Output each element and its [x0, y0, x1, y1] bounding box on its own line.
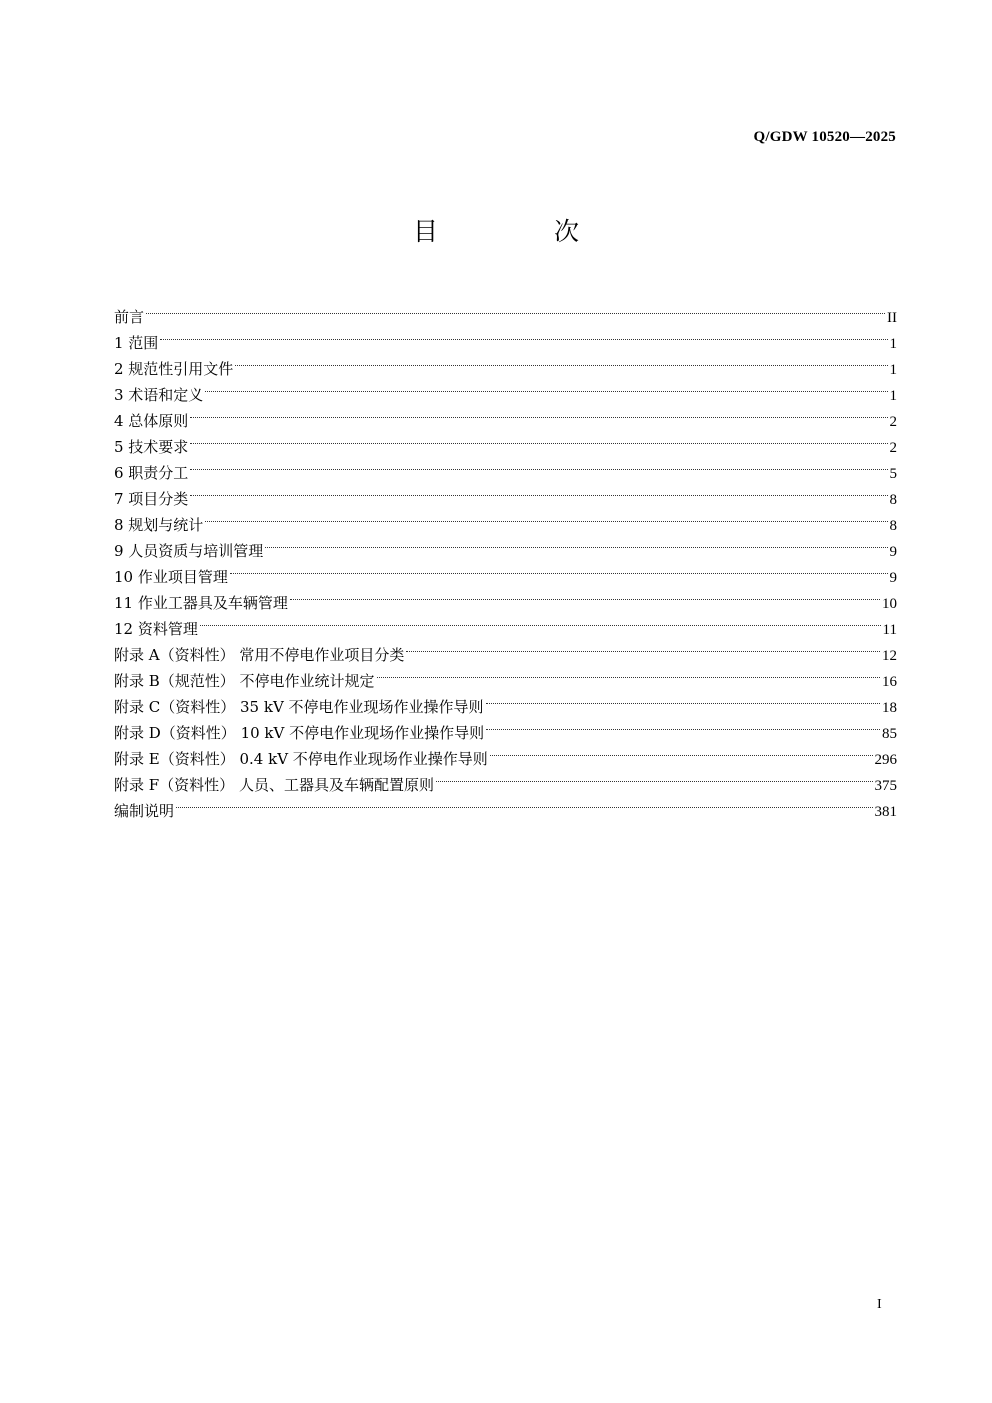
- toc-dot-leader: [406, 634, 880, 660]
- toc-entry[interactable]: [114, 582, 897, 612]
- toc-entry-page: 12: [882, 648, 897, 664]
- toc-entry-label: 8 规划与统计: [114, 516, 204, 534]
- toc-dot-leader: [160, 322, 887, 348]
- toc-entry-page: 9: [889, 544, 897, 560]
- toc-entry-page: 5: [889, 466, 897, 482]
- toc-entry[interactable]: [114, 348, 897, 378]
- page-number: I: [877, 1297, 882, 1312]
- toc-entry-label: 附录 E（资料性） 0.4 kV 不停电作业现场作业操作导则: [114, 750, 488, 768]
- toc-dot-leader: [205, 374, 887, 400]
- toc-entry[interactable]: [114, 530, 897, 560]
- toc-entry[interactable]: [114, 452, 897, 482]
- toc-entry-label: 6 职责分工: [114, 464, 189, 482]
- toc-entry-page: 2: [889, 440, 897, 456]
- toc-dot-leader: [205, 504, 887, 530]
- toc-entry-label: 附录 C（资料性） 35 kV 不停电作业现场作业操作导则: [114, 698, 484, 716]
- toc-entry-label: 附录 B（规范性） 不停电作业统计规定: [114, 672, 375, 690]
- toc-entry-page: 296: [874, 752, 897, 768]
- toc-dot-leader: [190, 426, 887, 452]
- toc-entry-label: 2 规范性引用文件: [114, 360, 234, 378]
- toc-title: 目 次: [413, 217, 633, 246]
- toc-dot-leader: [190, 478, 887, 504]
- toc-entry-page: 9: [889, 570, 897, 586]
- toc-dot-leader: [176, 790, 872, 816]
- toc-entry-label: 4 总体原则: [114, 412, 189, 430]
- toc-entry-page: 8: [889, 492, 897, 508]
- toc-entry[interactable]: [114, 296, 897, 326]
- toc-entry-label: 3 术语和定义: [114, 386, 204, 404]
- toc-entry-label: 编制说明: [114, 802, 175, 820]
- toc-entry-label: 附录 F（资料性） 人员、工器具及车辆配置原则: [114, 776, 434, 794]
- toc-entry-page: 11: [882, 622, 897, 638]
- toc-dot-leader: [486, 686, 880, 712]
- toc-entry[interactable]: [114, 556, 897, 586]
- toc-entry-label: 7 项目分类: [114, 490, 189, 508]
- toc-dot-leader: [490, 738, 873, 764]
- toc-entry-label: 10 作业项目管理: [114, 568, 228, 586]
- toc-dot-leader: [235, 348, 887, 374]
- toc-dot-leader: [230, 556, 888, 582]
- toc-entry-page: 381: [874, 804, 897, 820]
- toc-entry-page: 2: [889, 414, 897, 430]
- toc-dot-leader: [146, 296, 885, 322]
- toc-entry-page: 1: [889, 362, 897, 378]
- toc-entry[interactable]: [114, 426, 897, 456]
- toc-entry-page: 16: [882, 674, 897, 690]
- toc-dot-leader: [190, 400, 887, 426]
- toc-dot-leader: [486, 712, 880, 738]
- toc-entry-label: 12 资料管理: [114, 620, 198, 638]
- toc-entry-page: 1: [889, 336, 897, 352]
- toc-entry[interactable]: [114, 608, 897, 638]
- toc-dot-leader: [436, 764, 873, 790]
- toc-entry[interactable]: [114, 400, 897, 430]
- toc-entry[interactable]: [114, 504, 897, 534]
- toc-entry-page: 85: [882, 726, 897, 742]
- toc-dot-leader: [265, 530, 887, 556]
- toc-entry-page: 8: [889, 518, 897, 534]
- toc-entry-label: 11 作业工器具及车辆管理: [114, 594, 288, 612]
- toc-dot-leader: [200, 608, 881, 634]
- toc-entry-page: 1: [889, 388, 897, 404]
- toc-entry[interactable]: [114, 634, 897, 664]
- toc-entry-page: 10: [882, 596, 897, 612]
- toc-entry-label: 9 人员资质与培训管理: [114, 542, 264, 560]
- toc-entry-label: 1 范围: [114, 334, 159, 352]
- toc-dot-leader: [190, 452, 887, 478]
- document-code: Q/GDW 10520—2025: [753, 129, 896, 145]
- toc-entry-label: 附录 A（资料性） 常用不停电作业项目分类: [114, 646, 405, 664]
- toc-dot-leader: [377, 660, 880, 686]
- toc-entry-label: 附录 D（资料性） 10 kV 不停电作业现场作业操作导则: [114, 724, 485, 742]
- toc-entry[interactable]: [114, 478, 897, 508]
- toc-dot-leader: [290, 582, 880, 608]
- toc-list: [114, 296, 897, 820]
- toc-entry[interactable]: [114, 374, 897, 404]
- toc-entry-page: 375: [874, 778, 897, 794]
- toc-entry-label: 前言: [114, 308, 145, 326]
- toc-entry-label: 5 技术要求: [114, 438, 189, 456]
- toc-entry-page: 18: [882, 700, 897, 716]
- toc-entry[interactable]: [114, 322, 897, 352]
- toc-entry[interactable]: [114, 790, 897, 820]
- toc-entry-page: II: [887, 310, 897, 326]
